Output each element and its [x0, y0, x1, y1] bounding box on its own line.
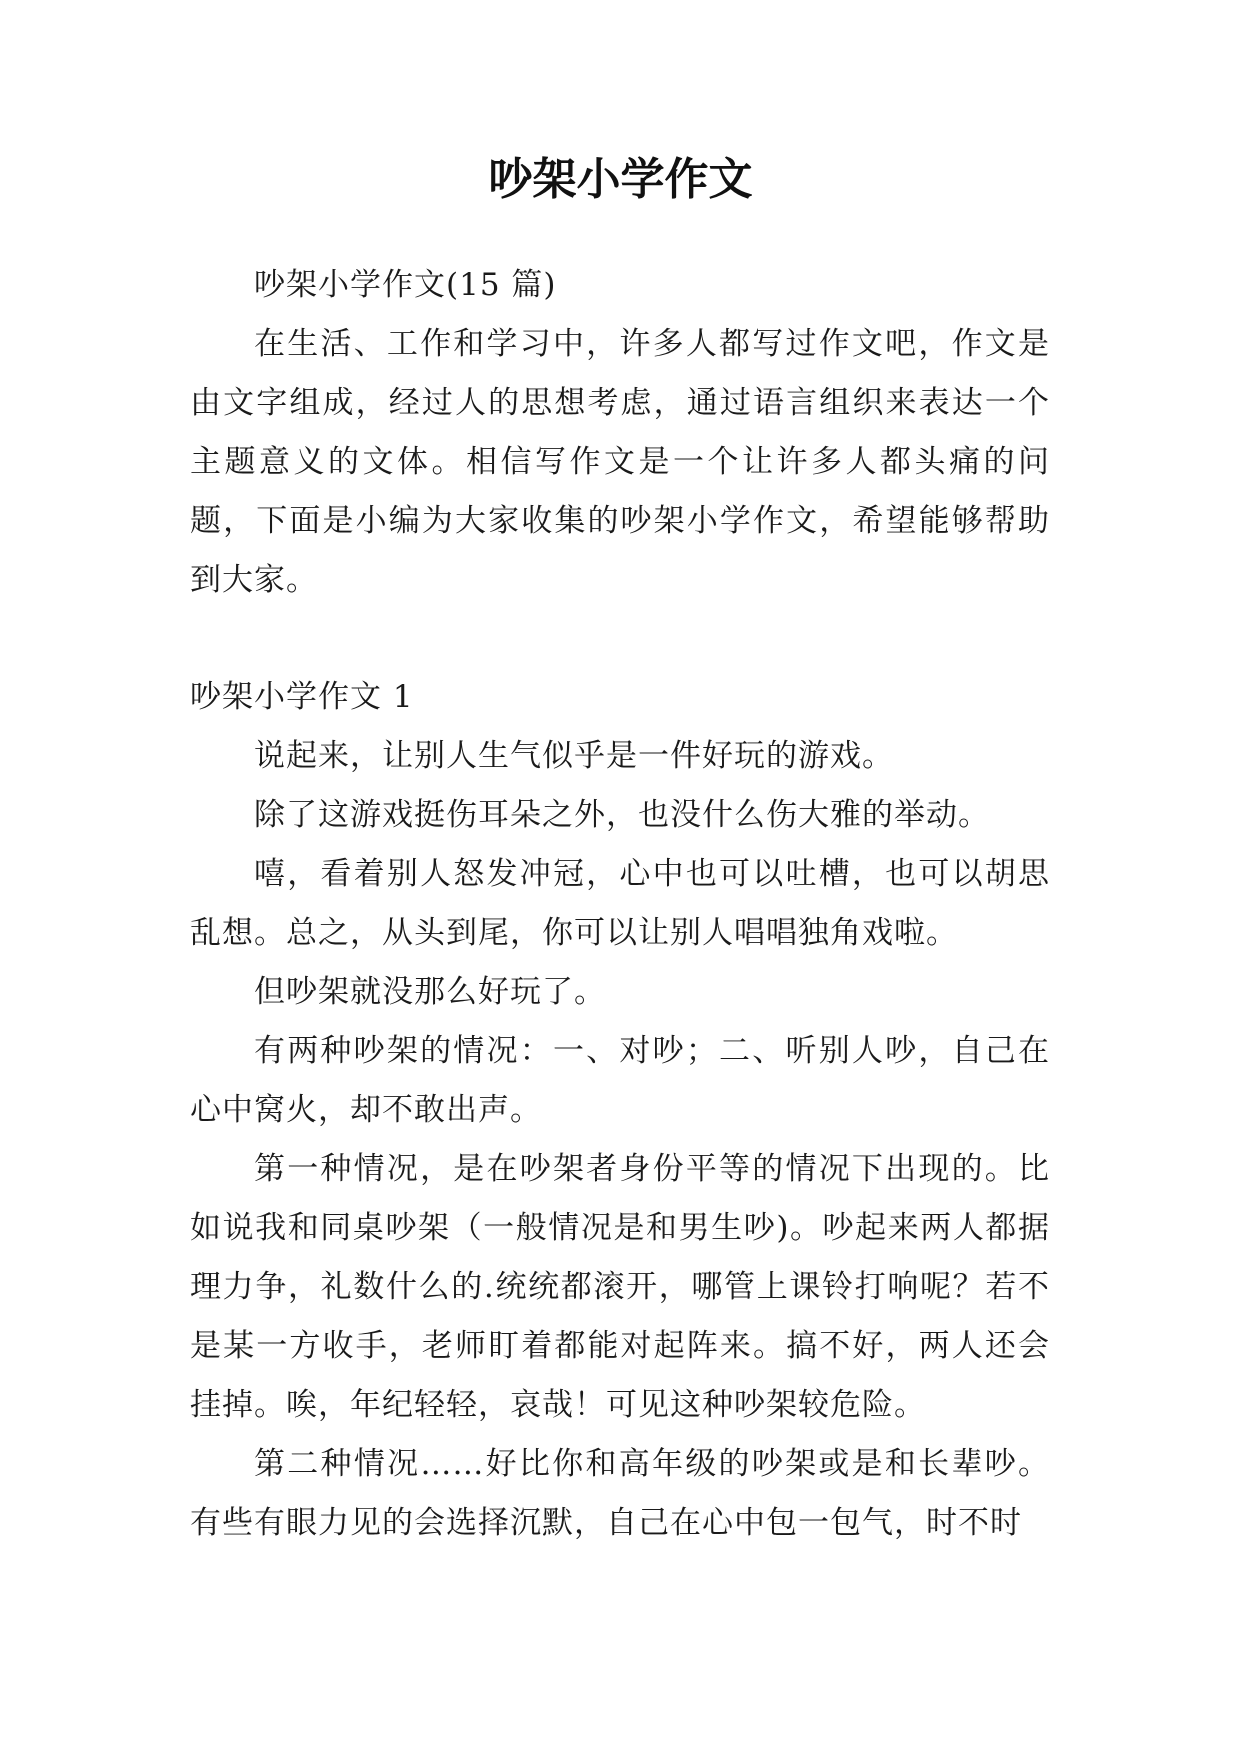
body-paragraph: 有两种吵架的情况：一、对吵；二、听别人吵，自己在心中窝火，却不敢出声。	[190, 1033, 1050, 1128]
body-paragraph: 说起来，让别人生气似乎是一件好玩的游戏。	[254, 738, 894, 774]
body-paragraph: 但吵架就没那么好玩了。	[254, 974, 606, 1010]
body-paragraph: 第二种情况……好比你和高年级的吵架或是和长辈吵。有些有眼力见的会选择沉默，自己在心中包一包气，时不时	[190, 1446, 1050, 1541]
document-title: 吵架小学作文	[488, 154, 753, 205]
body-paragraph: 除了这游戏挺伤耳朵之外，也没什么伤大雅的举动。	[254, 797, 990, 833]
intro-paragraph: 在生活、工作和学习中，许多人都写过作文吧，作文是由文字组成，经过人的思想考虑，通过语言组织来表达一个主题意义的文体。相信写作文是一个让许多人都头痛的问题，下面是小编为大家收集的吵架小学作文，希望能够帮助到大家。	[190, 326, 1050, 598]
body-paragraph: 第一种情况，是在吵架者身份平等的情况下出现的。比如说我和同桌吵架（一般情况是和男生吵)。吵起来两人都据理力争，礼数什么的.统统都滚开，哪管上课铃打响呢？若不是某一方收手，老师盯着都能对起阵来。搞不好，两人还会挂掉。唉，年纪轻轻，哀哉！可见这种吵架较危险。	[190, 1151, 1050, 1423]
section-spacer	[190, 610, 1050, 668]
document-subtitle: 吵架小学作文(15 篇)	[254, 267, 557, 303]
section-heading: 吵架小学作文 1	[190, 679, 414, 715]
body-paragraph: 嘻，看着别人怒发冲冠，心中也可以吐槽，也可以胡思乱想。总之，从头到尾，你可以让别人唱唱独角戏啦。	[190, 856, 1050, 951]
document-body	[190, 256, 1050, 1553]
